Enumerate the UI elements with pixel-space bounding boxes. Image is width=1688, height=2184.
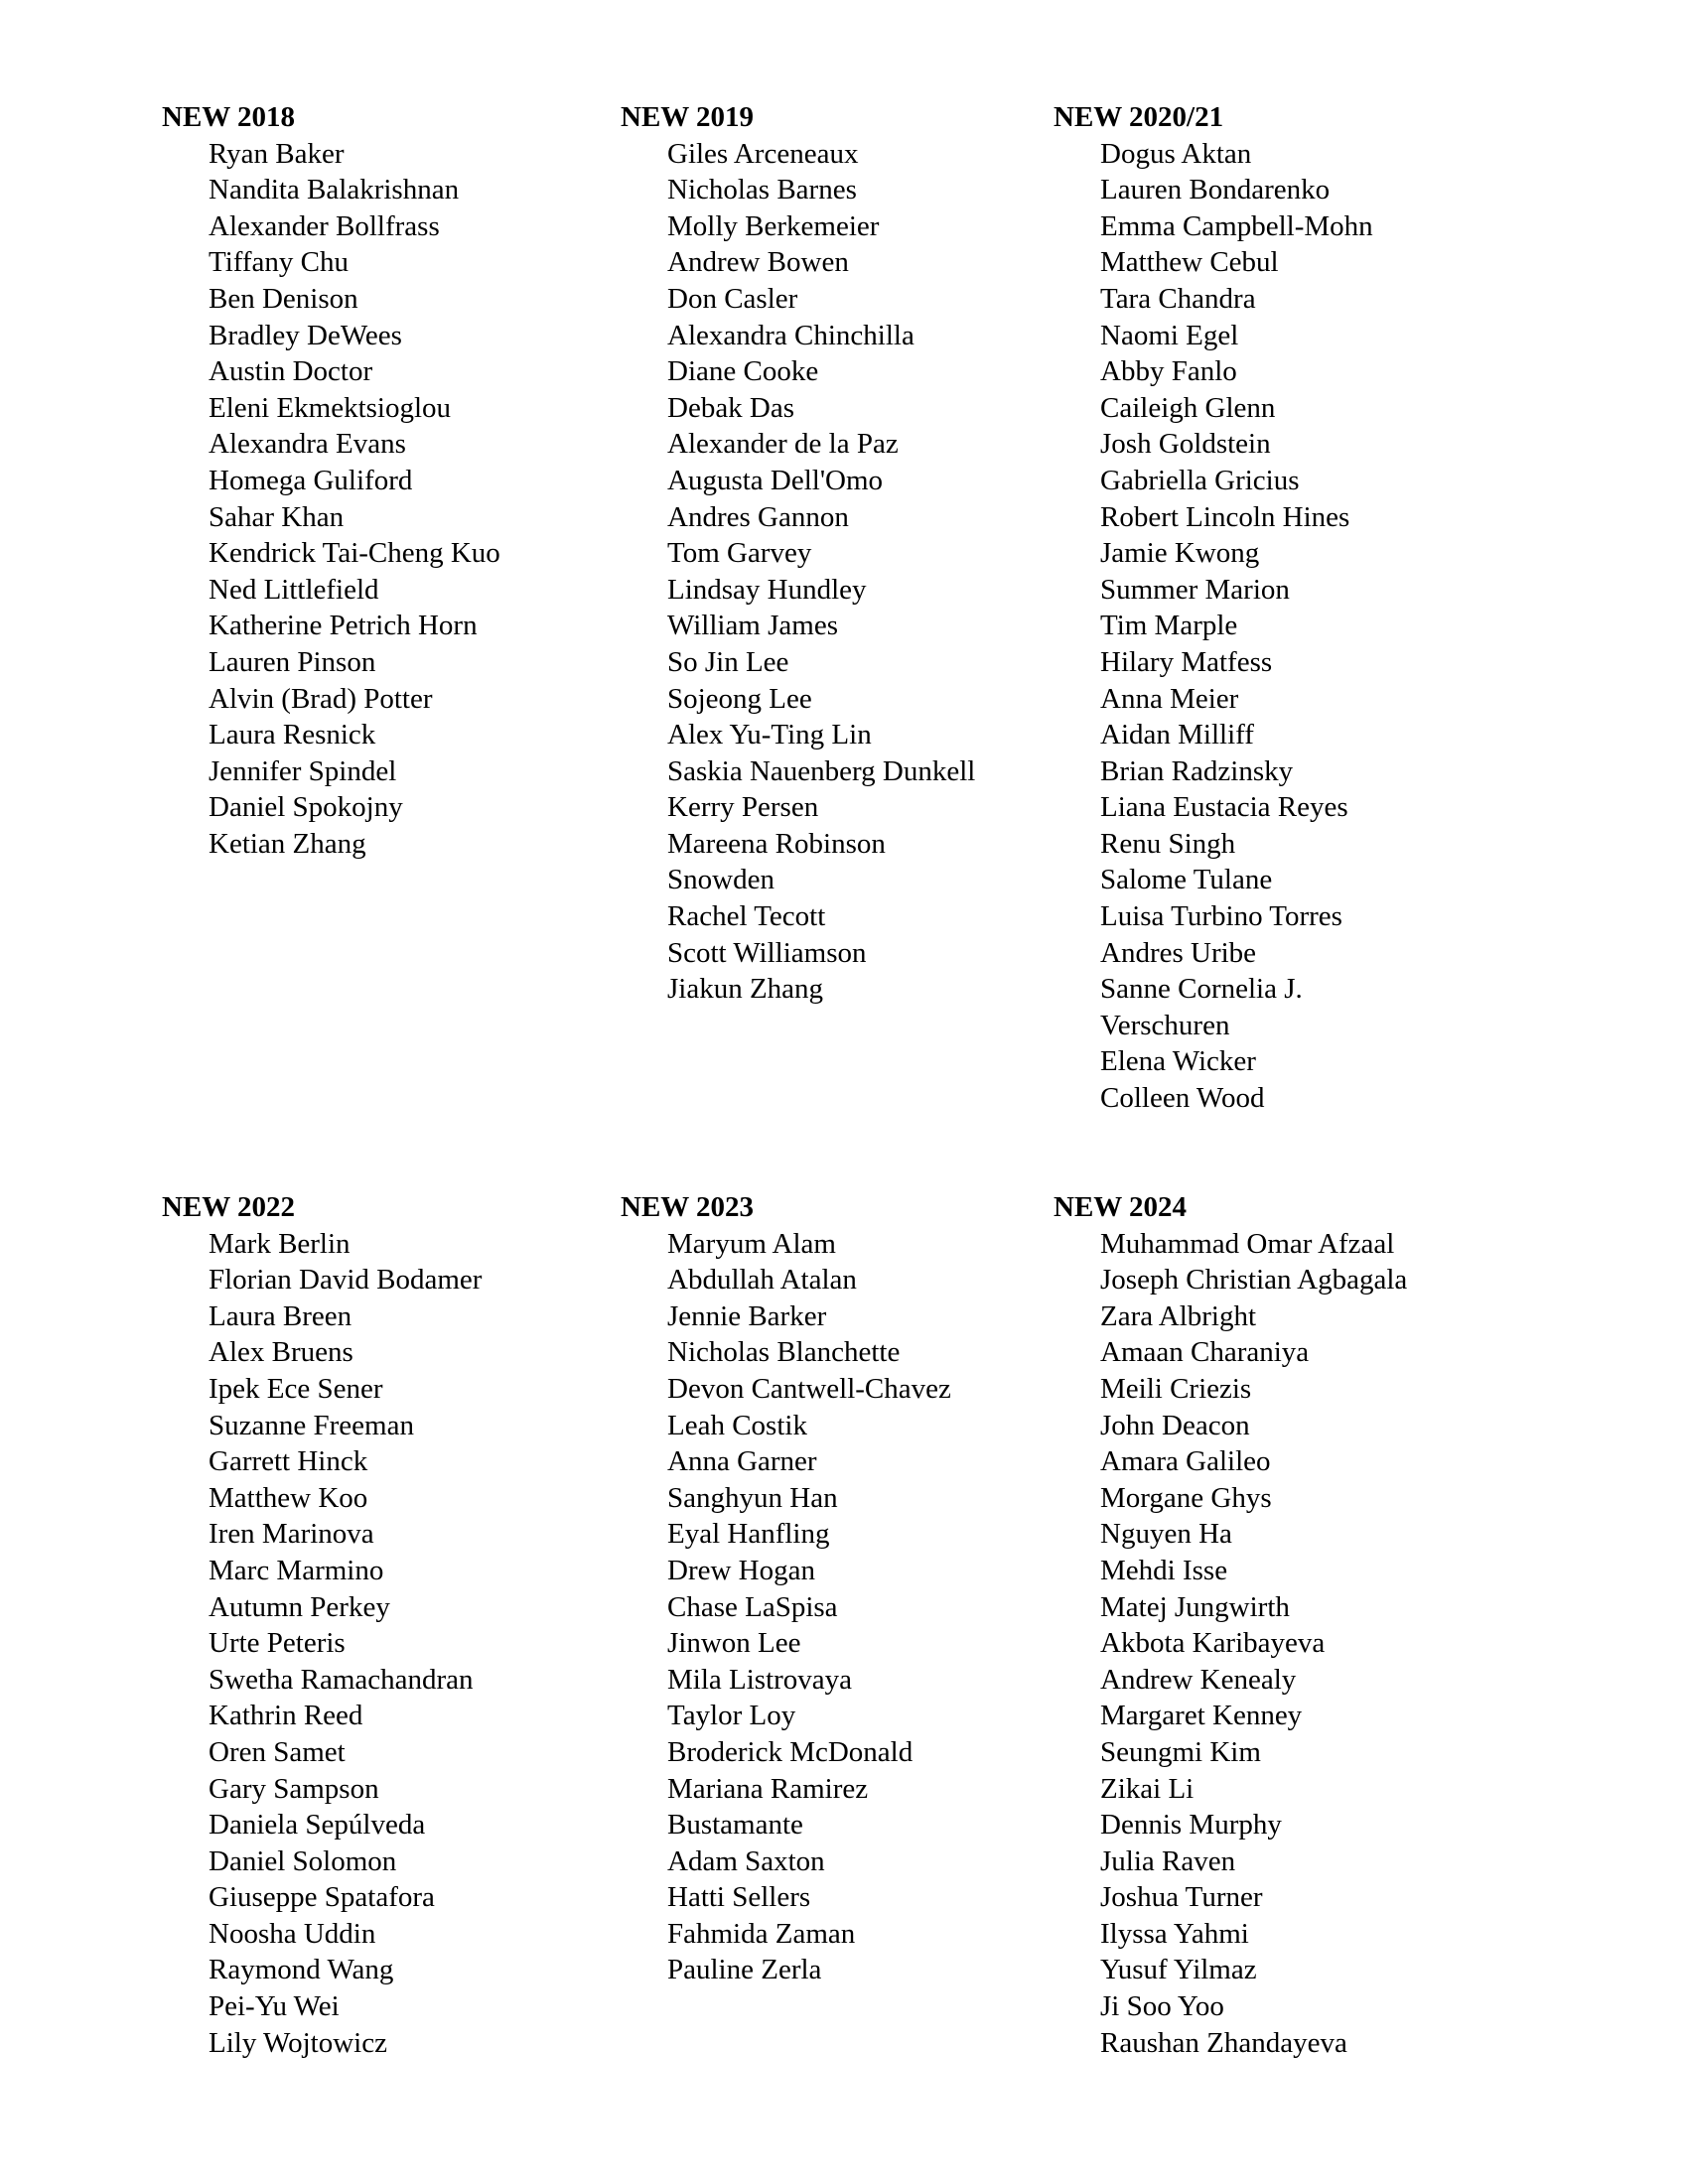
member-name: Joshua Turner — [1100, 1881, 1263, 1914]
member-name: Sojeong Lee — [667, 682, 812, 715]
member-name: Dennis Murphy — [1100, 1809, 1282, 1842]
member-name: Ipek Ece Sener — [209, 1372, 383, 1405]
member-name: Drew Hogan — [667, 1554, 815, 1586]
name-list — [1054, 136, 1373, 1117]
member-name: Kerry Persen — [667, 791, 819, 824]
section-2018 — [162, 99, 500, 862]
member-name: Raushan Zhandayeva — [1100, 2026, 1347, 2059]
member-name: Jiakun Zhang — [667, 973, 824, 1006]
member-name: Pauline Zerla — [667, 1954, 822, 1986]
member-name: Nandita Balakrishnan — [209, 174, 460, 206]
member-name: Liana Eustacia Reyes — [1100, 791, 1348, 824]
member-name: Noosha Uddin — [209, 1917, 376, 1950]
member-name: Jamie Kwong — [1100, 537, 1260, 570]
member-name: Daniel Spokojny — [209, 791, 403, 824]
member-name: Mila Listrovaya — [667, 1663, 853, 1696]
member-name: Alexandra Chinchilla — [667, 319, 914, 351]
member-name: Caileigh Glenn — [1100, 391, 1276, 424]
member-name: William James — [667, 610, 838, 642]
member-name: Augusta Dell'Omo — [667, 464, 884, 496]
member-name: Sanne Cornelia J. — [1100, 973, 1303, 1006]
member-name: Alexandra Evans — [209, 428, 406, 461]
member-name: Aidan Milliff — [1100, 719, 1254, 751]
name-list — [1054, 1226, 1407, 2062]
member-name: Anna Garner — [667, 1445, 817, 1478]
member-name: Sahar Khan — [209, 500, 345, 533]
member-name: Ilyssa Yahmi — [1100, 1917, 1249, 1950]
member-name: Tiffany Chu — [209, 246, 350, 279]
member-name: Alex Yu-Ting Lin — [667, 719, 872, 751]
member-name: Seungmi Kim — [1100, 1735, 1261, 1768]
member-name: Julia Raven — [1100, 1844, 1236, 1877]
member-name: Austin Doctor — [209, 355, 373, 388]
member-name: Jennie Barker — [667, 1299, 827, 1332]
member-name: Ned Littlefield — [209, 573, 379, 606]
member-name: Colleen Wood — [1100, 1082, 1265, 1115]
member-name: Gary Sampson — [209, 1772, 379, 1805]
member-name: Snowden — [667, 864, 774, 896]
member-name: Mareena Robinson — [667, 827, 886, 860]
member-name: Meili Criezis — [1100, 1372, 1252, 1405]
member-name: Hatti Sellers — [667, 1881, 811, 1914]
member-name: Tim Marple — [1100, 610, 1238, 642]
member-name: Summer Marion — [1100, 573, 1290, 606]
member-name: Saskia Nauenberg Dunkell — [667, 754, 976, 787]
section-heading: NEW 2022 — [162, 1191, 296, 1223]
member-name: Suzanne Freeman — [209, 1409, 414, 1441]
member-name: Giles Arceneaux — [667, 137, 859, 170]
member-name: Maryum Alam — [667, 1227, 836, 1260]
member-name: Mariana Ramirez — [667, 1772, 869, 1805]
member-name: Tom Garvey — [667, 537, 812, 570]
member-name: Abdullah Atalan — [667, 1264, 857, 1297]
member-name: Andrew Bowen — [667, 246, 849, 279]
member-name: Anna Meier — [1100, 682, 1239, 715]
member-name: Debak Das — [667, 391, 795, 424]
member-name: Josh Goldstein — [1100, 428, 1271, 461]
member-name: Molly Berkemeier — [667, 209, 880, 242]
member-name: Matthew Cebul — [1100, 246, 1279, 279]
member-name: Margaret Kenney — [1100, 1700, 1303, 1732]
member-name: Taylor Loy — [667, 1700, 796, 1732]
member-name: Lauren Bondarenko — [1100, 174, 1331, 206]
name-list — [162, 136, 500, 863]
member-name: Bustamante — [667, 1809, 803, 1842]
member-name: Amara Galileo — [1100, 1445, 1271, 1478]
member-name: Broderick McDonald — [667, 1735, 914, 1768]
section-2022 — [162, 1189, 482, 2061]
member-name: Ben Denison — [209, 282, 358, 315]
member-name: Rachel Tecott — [667, 900, 826, 933]
member-name: Autumn Perkey — [209, 1590, 390, 1623]
member-name: Matej Jungwirth — [1100, 1590, 1290, 1623]
member-name: Mehdi Isse — [1100, 1554, 1228, 1586]
member-name: Laura Resnick — [209, 719, 376, 751]
section-heading: NEW 2018 — [162, 101, 296, 133]
member-name: Hilary Matfess — [1100, 645, 1273, 678]
member-name: Katherine Petrich Horn — [209, 610, 478, 642]
member-name: Luisa Turbino Torres — [1100, 900, 1342, 933]
member-name: Leah Costik — [667, 1409, 807, 1441]
member-name: Tara Chandra — [1100, 282, 1256, 315]
member-name: Don Casler — [667, 282, 798, 315]
section-heading: NEW 2019 — [621, 101, 755, 133]
member-name: Sanghyun Han — [667, 1481, 838, 1514]
section-heading: NEW 2024 — [1054, 1191, 1188, 1223]
member-name: Zikai Li — [1100, 1772, 1195, 1805]
member-name: Renu Singh — [1100, 827, 1236, 860]
member-name: Zara Albright — [1100, 1299, 1257, 1332]
member-name: Pei-Yu Wei — [209, 1990, 340, 2023]
member-name: Emma Campbell-Mohn — [1100, 209, 1373, 242]
member-name: Iren Marinova — [209, 1518, 374, 1551]
member-name: Diane Cooke — [667, 355, 819, 388]
member-name: Andres Gannon — [667, 500, 849, 533]
name-list — [162, 1226, 482, 2062]
member-name: Daniel Solomon — [209, 1844, 397, 1877]
member-name: Homega Guliford — [209, 464, 413, 496]
member-name: Raymond Wang — [209, 1954, 394, 1986]
name-list — [621, 1226, 951, 1988]
member-name: Andrew Kenealy — [1100, 1663, 1297, 1696]
member-name: Alvin (Brad) Potter — [209, 682, 433, 715]
member-name: Naomi Egel — [1100, 319, 1239, 351]
section-2020-21 — [1054, 99, 1373, 1117]
member-name: Salome Tulane — [1100, 864, 1273, 896]
member-name: Nicholas Barnes — [667, 174, 857, 206]
member-name: Adam Saxton — [667, 1844, 825, 1877]
member-name: Alex Bruens — [209, 1336, 353, 1369]
section-heading: NEW 2020/21 — [1054, 101, 1224, 133]
member-name: Robert Lincoln Hines — [1100, 500, 1350, 533]
member-name: Lindsay Hundley — [667, 573, 867, 606]
member-name: Oren Samet — [209, 1735, 346, 1768]
section-2024 — [1054, 1189, 1407, 2061]
member-name: Daniela Sepúlveda — [209, 1809, 426, 1842]
member-name: Matthew Koo — [209, 1481, 368, 1514]
member-name: Kathrin Reed — [209, 1700, 363, 1732]
member-name: Eleni Ekmektsioglou — [209, 391, 452, 424]
member-name: Yusuf Yilmaz — [1100, 1954, 1257, 1986]
member-name: Chase LaSpisa — [667, 1590, 838, 1623]
member-name: Joseph Christian Agbagala — [1100, 1264, 1408, 1297]
member-name: Nguyen Ha — [1100, 1518, 1232, 1551]
section-heading: NEW 2023 — [621, 1191, 755, 1223]
member-name: Morgane Ghys — [1100, 1481, 1272, 1514]
member-name: Swetha Ramachandran — [209, 1663, 474, 1696]
section-2023 — [621, 1189, 951, 1988]
member-name: Brian Radzinsky — [1100, 754, 1294, 787]
member-name: Giuseppe Spatafora — [209, 1881, 435, 1914]
member-name: Fahmida Zaman — [667, 1917, 856, 1950]
member-name: Nicholas Blanchette — [667, 1336, 901, 1369]
member-name: Ryan Baker — [209, 137, 345, 170]
member-name: Scott Williamson — [667, 936, 867, 969]
member-name: Devon Cantwell-Chavez — [667, 1372, 951, 1405]
member-name: Verschuren — [1100, 1009, 1230, 1041]
member-name: Elena Wicker — [1100, 1045, 1256, 1078]
member-name: Alexander Bollfrass — [209, 209, 440, 242]
member-name: Andres Uribe — [1100, 936, 1257, 969]
member-name: Laura Breen — [209, 1299, 352, 1332]
member-name: Kendrick Tai-Cheng Kuo — [209, 537, 500, 570]
member-name: Jinwon Lee — [667, 1627, 801, 1660]
member-name: Akbota Karibayeva — [1100, 1627, 1326, 1660]
member-name: Florian David Bodamer — [209, 1264, 483, 1297]
name-list — [621, 136, 975, 1008]
member-name: Garrett Hinck — [209, 1445, 368, 1478]
member-name: Alexander de la Paz — [667, 428, 899, 461]
member-name: John Deacon — [1100, 1409, 1250, 1441]
member-name: Amaan Charaniya — [1100, 1336, 1310, 1369]
member-name: Eyal Hanfling — [667, 1518, 830, 1551]
member-name: Urte Peteris — [209, 1627, 346, 1660]
member-name: Muhammad Omar Afzaal — [1100, 1227, 1395, 1260]
member-name: Marc Marmino — [209, 1554, 384, 1586]
member-name: Lauren Pinson — [209, 645, 376, 678]
member-name: Dogus Aktan — [1100, 137, 1252, 170]
section-2019 — [621, 99, 975, 1008]
member-name: Abby Fanlo — [1100, 355, 1237, 388]
member-name: So Jin Lee — [667, 645, 789, 678]
member-name: Bradley DeWees — [209, 319, 402, 351]
member-name: Mark Berlin — [209, 1227, 351, 1260]
member-name: Ji Soo Yoo — [1100, 1990, 1224, 2023]
member-name: Ketian Zhang — [209, 827, 366, 860]
member-name: Lily Wojtowicz — [209, 2026, 387, 2059]
member-name: Jennifer Spindel — [209, 754, 397, 787]
member-name: Gabriella Gricius — [1100, 464, 1300, 496]
